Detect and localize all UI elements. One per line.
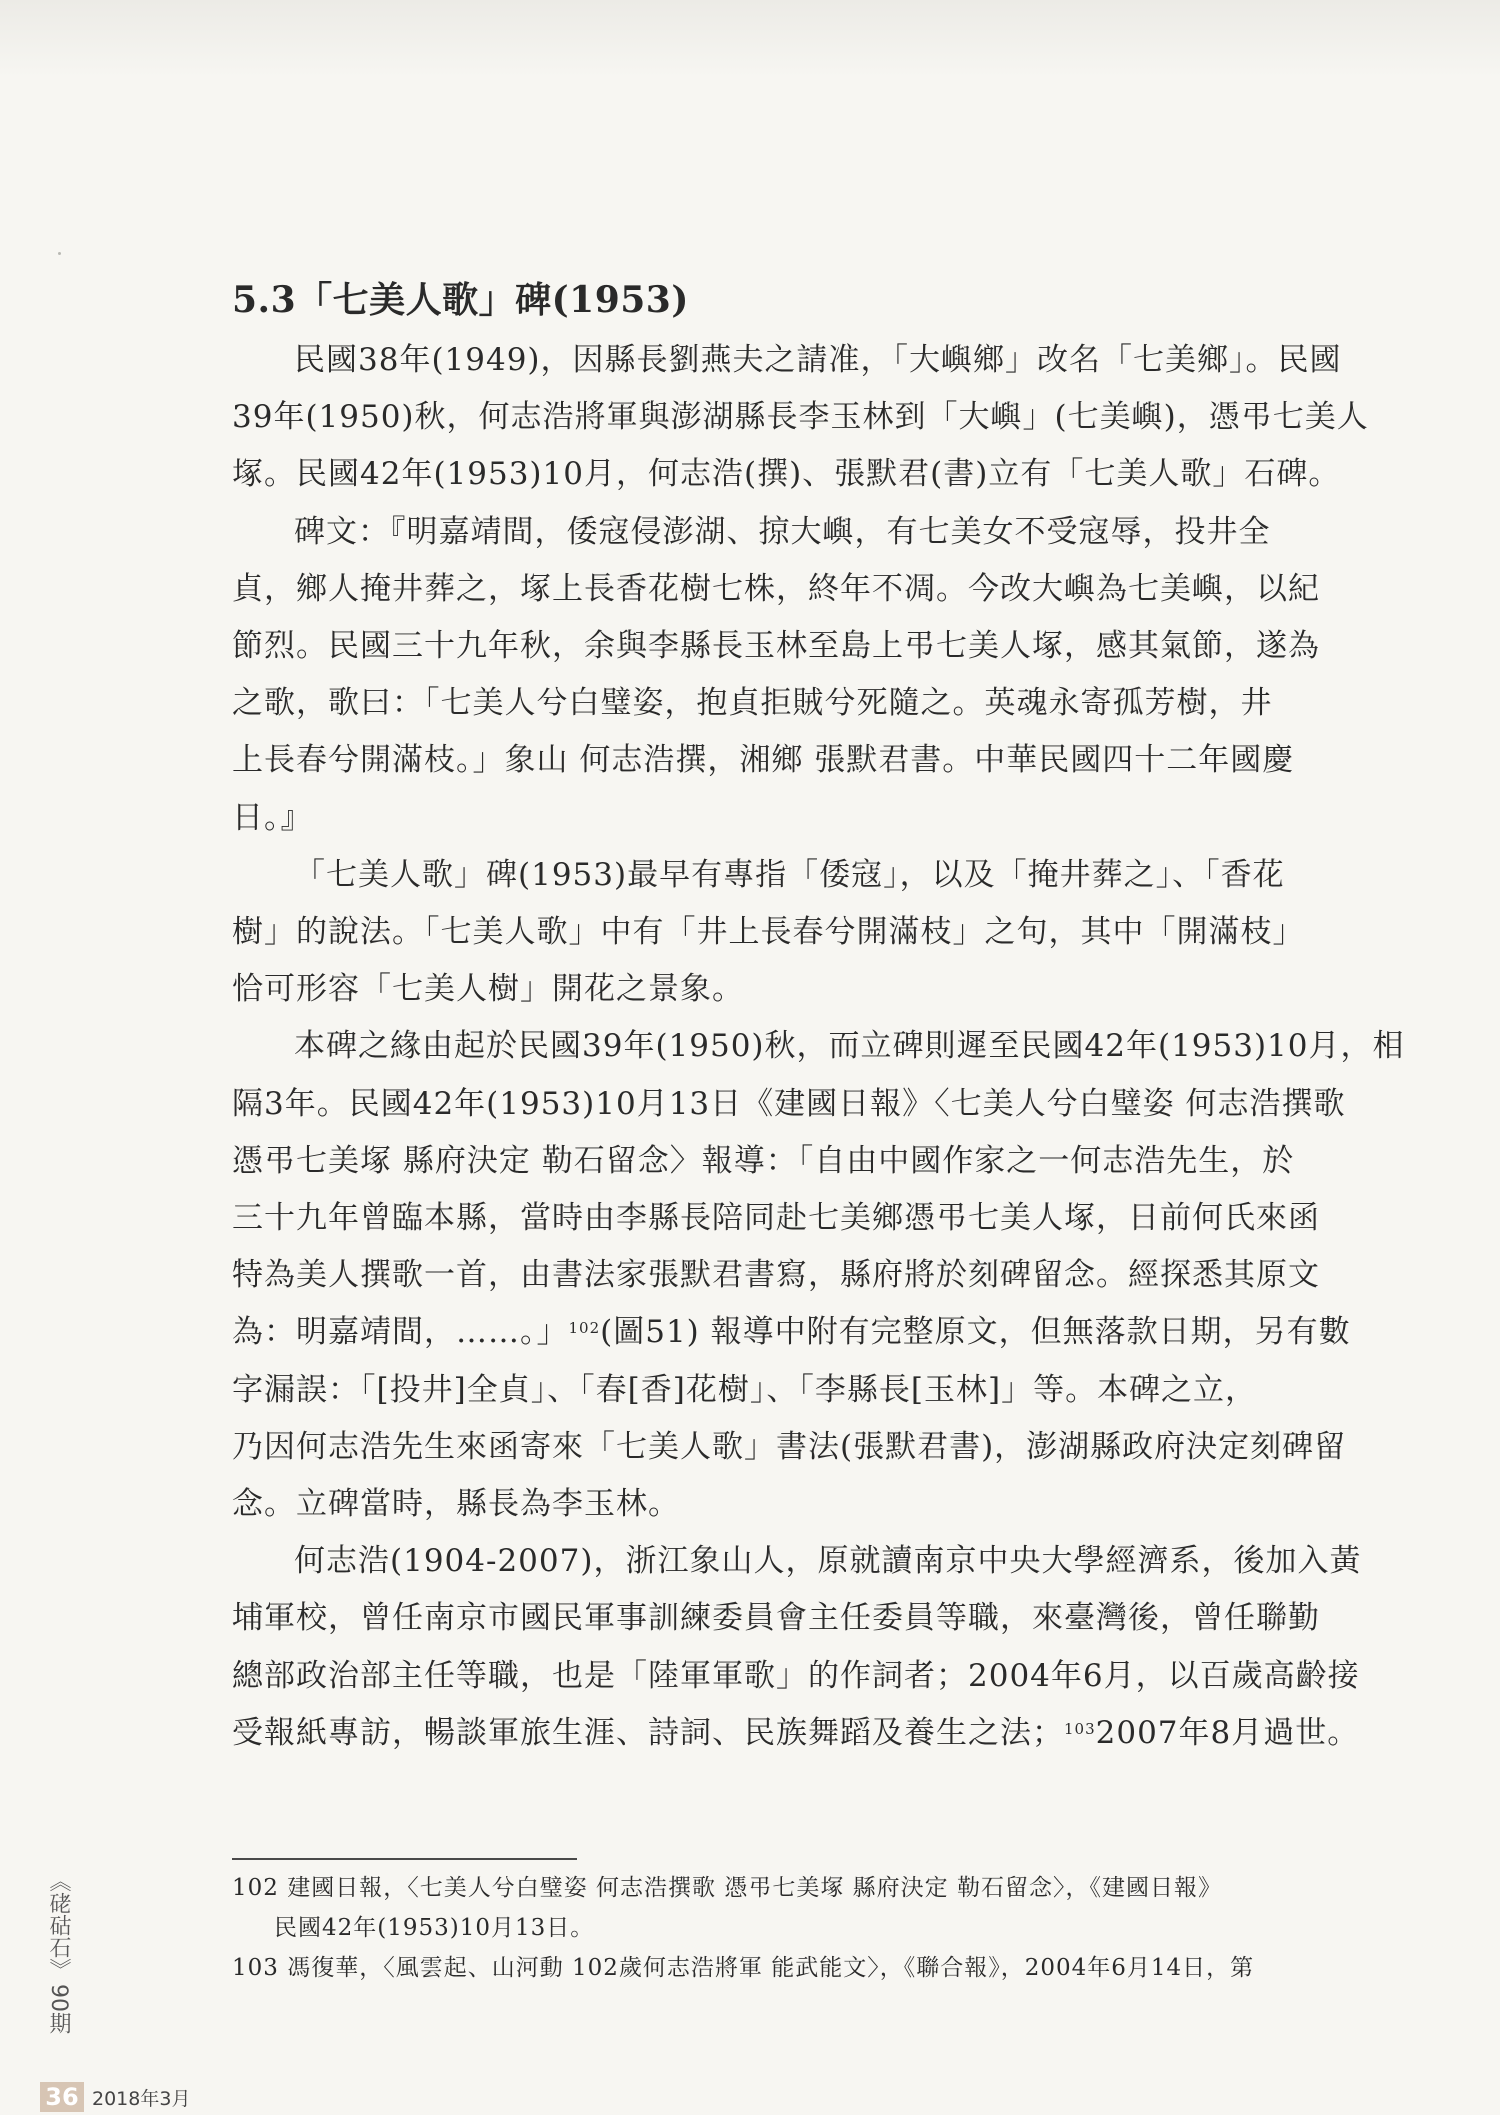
- text-line: 埔軍校，曾任南京市國民軍事訓練委員會主任委員等職，來臺灣後，曾任聯勤: [232, 1600, 1320, 1637]
- text-line: 憑弔七美塚 縣府決定 勒石留念〉報導：「自由中國作家之一何志浩先生，於: [232, 1142, 1295, 1179]
- text-line: 樹」的說法。「七美人歌」中有「井上長春兮開滿枝」之句，其中「開滿枝」: [232, 914, 1305, 951]
- journal-name: 《硓𥑮石》: [46, 1870, 71, 1980]
- text-line: 三十九年曾臨本縣，當時由李縣長陪同赴七美鄉憑弔七美人塚，日前何氏來函: [232, 1200, 1320, 1237]
- footnote-102-continued: 民國42年(1953)10月13日。: [274, 1915, 595, 1941]
- text-line: 貞，鄉人掩井葬之，塚上長香花樹七株，終年不凋。今改大嶼為七美嶼，以紀: [232, 570, 1320, 607]
- footnote-divider: [232, 1858, 577, 1860]
- text-line: 總部政治部主任等職，也是「陸軍軍歌」的作詞者；2004年6月，以百歲高齡接: [232, 1657, 1360, 1694]
- text-line-with-footnote: [232, 1304, 1351, 1361]
- text-fragment: 為：明嘉靖間，……。」: [232, 1314, 569, 1351]
- paragraph-5: [232, 1533, 1362, 1762]
- text-line: 碑文：『明嘉靖間，倭寇侵澎湖、掠大嶼，有七美女不受寇辱，投井全: [294, 513, 1271, 550]
- paragraph-2: [232, 504, 1347, 847]
- text-fragment: 2007年8月過世。: [1095, 1714, 1360, 1751]
- footnote-ref-103[interactable]: 103: [1064, 1719, 1096, 1738]
- text-fragment: 受報紙專訪，暢談軍旅生涯、詩詞、民族舞蹈及養生之法；: [232, 1714, 1064, 1751]
- text-line: 字漏誤：「[投井]全貞」、「春[香]花樹」、「李縣長[玉林]」等。本碑之立，: [232, 1371, 1258, 1408]
- text-line: 念。立碑當時，縣長為李玉林。: [232, 1486, 680, 1523]
- text-line: 「七美人歌」碑(1953)最早有專指「倭寇」，以及「掩井葬之」、「香花: [294, 856, 1285, 893]
- page-footer: [40, 2082, 190, 2112]
- text-line: 日。』: [232, 799, 313, 836]
- paragraph-3: [232, 847, 1347, 1019]
- footnotes: [232, 1868, 1347, 1988]
- footnote-103: 103 馮復華，〈風雲起、山河動 102歲何志浩將軍 能武能文〉，《聯合報》，2004年6月14日，第: [232, 1955, 1255, 1981]
- text-fragment: (圖51) 報導中附有完整原文，但無落款日期，另有數: [600, 1314, 1351, 1351]
- journal-issue: 90期: [46, 1984, 71, 2034]
- paragraph-4: [232, 1018, 1405, 1533]
- scan-speck: [58, 252, 61, 255]
- scan-top-shadow: [0, 0, 1500, 78]
- text-line: 之歌，歌曰：「七美人兮白璧姿，抱貞拒賊兮死隨之。英魂永寄孤芳樹，井: [232, 685, 1273, 722]
- section-heading: 5.3「七美人歌」碑(1953): [232, 279, 689, 321]
- text-line: 恰可形容「七美人樹」開花之景象。: [232, 971, 744, 1008]
- text-line: 本碑之緣由起於民國39年(1950)秋，而立碑則遲至民國42年(1953)10月，相: [294, 1028, 1405, 1065]
- article-body: [232, 272, 1405, 1762]
- page-number: 36: [40, 2082, 84, 2112]
- footnote-ref-102[interactable]: 102: [568, 1319, 601, 1338]
- text-line: 隔3年。民國42年(1953)10月13日《建國日報》〈七美人兮白璧姿 何志浩撰歌: [232, 1085, 1346, 1122]
- text-line: 何志浩(1904-2007)，浙江象山人，原就讀南京中央大學經濟系，後加入黃: [294, 1543, 1362, 1580]
- text-line: 乃因何志浩先生來函寄來「七美人歌」書法(張默君書)，澎湖縣政府決定刻碑留: [232, 1428, 1347, 1465]
- text-line: 節烈。民國三十九年秋，余與李縣長玉林至島上弔七美人塚，感其氣節，遂為: [232, 628, 1320, 665]
- issue-date: 2018年3月: [92, 2087, 191, 2110]
- footnote-102: 102 建國日報，〈七美人兮白璧姿 何志浩撰歌 憑弔七美塚 縣府決定 勒石留念〉，《建國日報》: [232, 1875, 1222, 1901]
- text-line: 民國38年(1949)，因縣長劉燕夫之請准，「大嶼鄉」改名「七美鄉」。民國: [294, 342, 1342, 378]
- text-line: 39年(1950)秋，何志浩將軍與澎湖縣長李玉林到「大嶼」(七美嶼)，憑弔七美人: [232, 399, 1369, 436]
- paragraph-1: [232, 332, 1369, 504]
- text-line: 特為美人撰歌一首，由書法家張默君書寫，縣府將於刻碑留念。經探悉其原文: [232, 1257, 1320, 1294]
- text-line: 塚。民國42年(1953)10月，何志浩(撰)、張默君(書)立有「七美人歌」石碑。: [232, 456, 1341, 493]
- text-line: 上長春兮開滿枝。」象山 何志浩撰，湘鄉 張默君書。中華民國四十二年國慶: [232, 742, 1295, 779]
- text-line-with-footnote: [232, 1705, 1360, 1762]
- journal-side-title: [40, 1870, 76, 2034]
